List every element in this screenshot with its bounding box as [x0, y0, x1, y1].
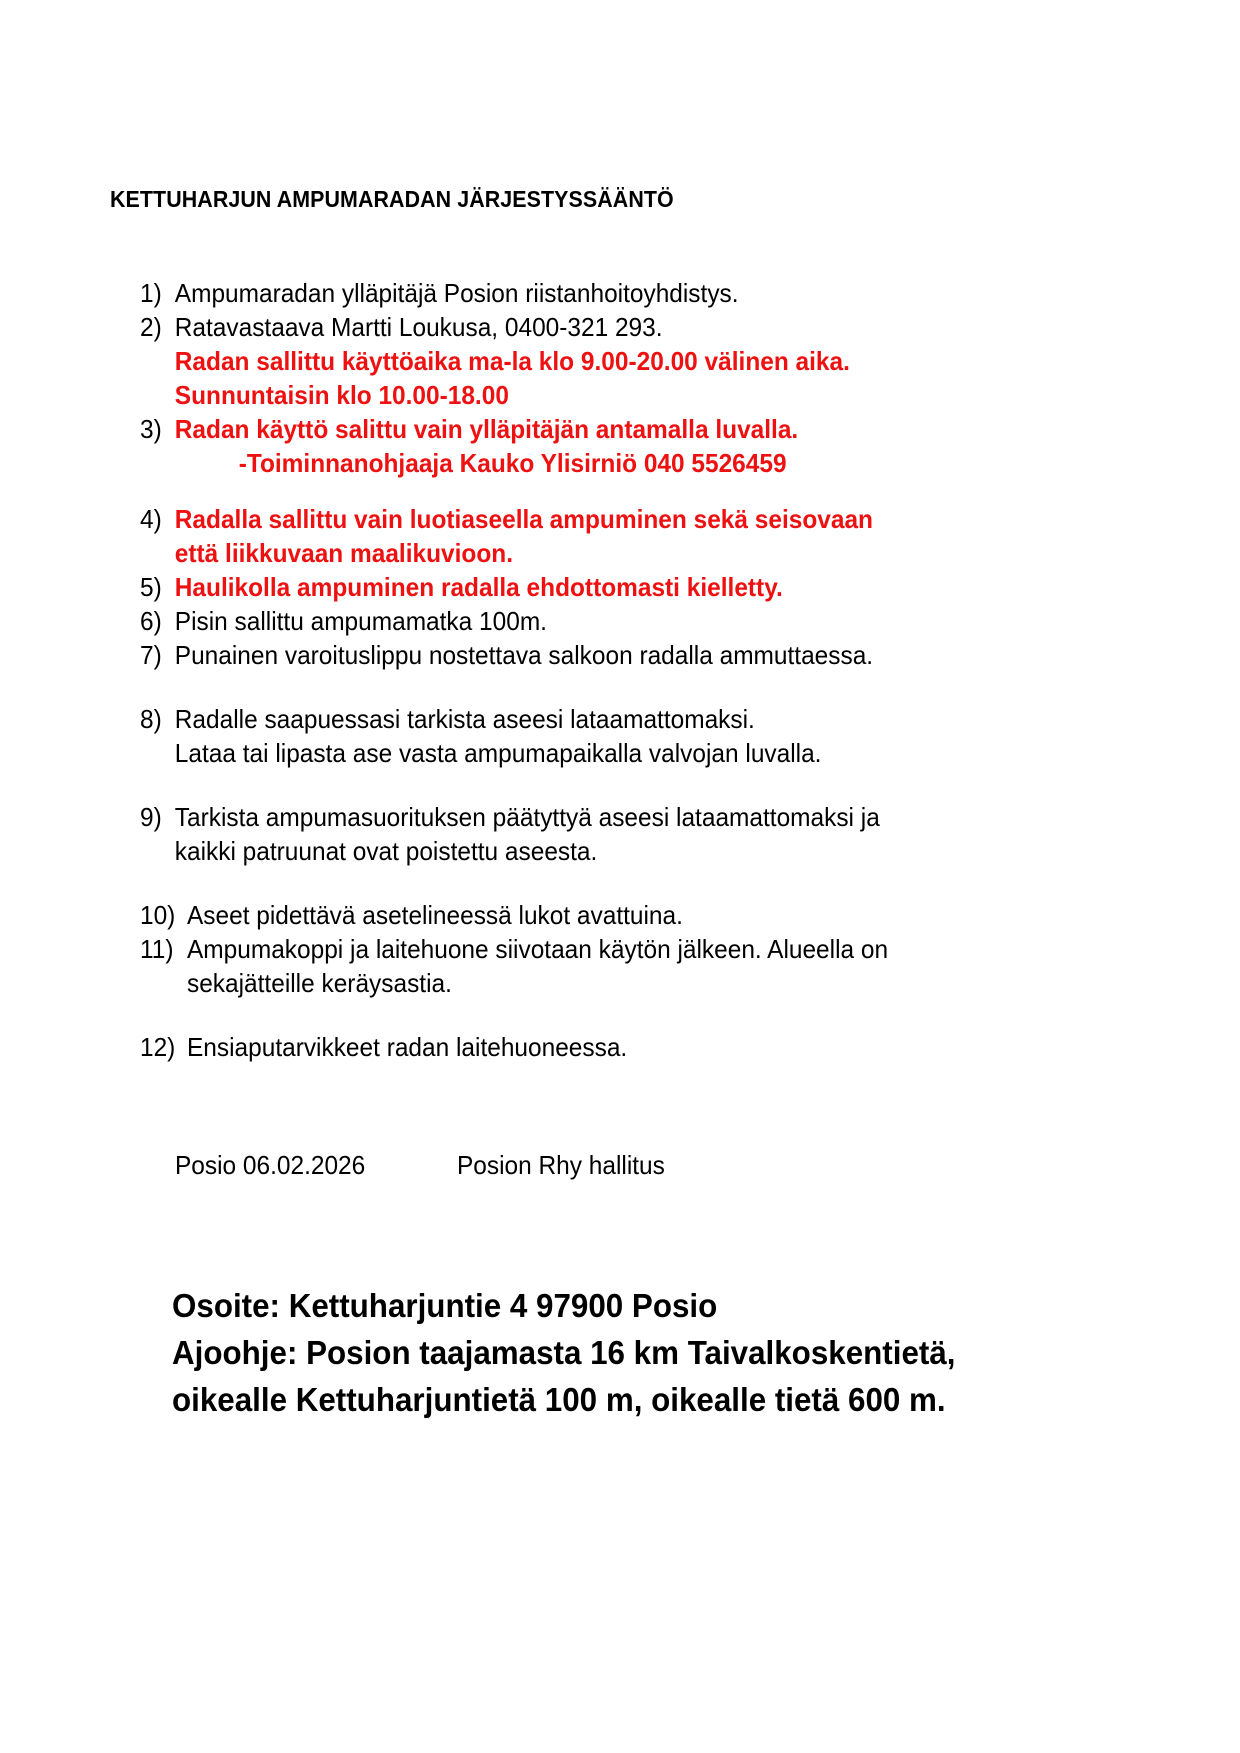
rule-body	[187, 898, 1080, 932]
rule-item-12	[140, 1030, 1080, 1064]
contact-person-line: -Toiminnanohjaaja Kauko Ylisirniö 040 5526459	[238, 448, 787, 478]
rule-item-4	[140, 502, 1080, 570]
rule-line: Punainen varoituslippu nostettava salkoon radalla ammuttaessa.	[174, 640, 874, 670]
rule-body	[175, 800, 1080, 868]
address-street-line: Osoite: Kettuharjuntie 4 97900 Posio	[172, 1287, 718, 1324]
directions-line-2: oikealle Kettuharjuntietä 100 m, oikealle tietä 600 m.	[172, 1381, 946, 1418]
rule-line: Lataa tai lipasta ase vasta ampumapaikalla valvojan luvalla.	[174, 738, 822, 768]
rule-item-8	[140, 702, 1080, 770]
rule-item-2	[140, 310, 1080, 344]
rule-number: 5)	[140, 572, 162, 602]
rule-number: 6)	[140, 606, 162, 636]
rule-item-11	[140, 932, 1080, 1000]
signature-row	[175, 1148, 665, 1182]
rule-body	[175, 502, 1080, 570]
rule-body	[187, 1030, 1080, 1064]
rule-number: 1)	[140, 278, 162, 308]
rule-line: Aseet pidettävä asetelineessä lukot avattuina.	[187, 900, 683, 930]
signature-signer: Posion Rhy hallitus	[457, 1150, 665, 1180]
directions-line-1: Ajoohje: Posion taajamasta 16 km Taivalkoskentietä,	[172, 1334, 956, 1371]
rule-line: Pisin sallittu ampumamatka 100m.	[174, 606, 547, 636]
rule-body	[175, 604, 1080, 638]
rule-line: Radalla sallittu vain luotiaseella ampuminen sekä seisovaan	[174, 504, 873, 534]
rule-line: kaikki patruunat ovat poistettu aseesta.	[174, 836, 598, 866]
rule-item-2-red-note	[140, 344, 1080, 412]
opening-hours-sunday: Sunnuntaisin klo 10.00-18.00	[174, 380, 509, 410]
rules-list	[140, 276, 1140, 1064]
rule-item-5	[140, 570, 1080, 604]
rule-number: 4)	[140, 504, 162, 534]
rule-item-7	[140, 638, 1080, 672]
rule-number: 2)	[140, 312, 162, 342]
rule-line: Radalle saapuessasi tarkista aseesi lataamattomaksi.	[174, 704, 755, 734]
rule-body	[175, 638, 1080, 672]
rule-body	[175, 276, 1080, 310]
rule-line: Ensiaputarvikkeet radan laitehuoneessa.	[187, 1032, 628, 1062]
rule-body	[175, 310, 1080, 344]
rule-item-6	[140, 604, 1080, 638]
rule-line: sekajätteille keräysastia.	[187, 968, 452, 998]
rule-number: 12)	[140, 1032, 176, 1062]
rule-number: 7)	[140, 640, 162, 670]
rule-line: Tarkista ampumasuorituksen päätyttyä aseesi lataamattomaksi ja	[174, 802, 880, 832]
rule-line: Haulikolla ampuminen radalla ehdottomasti kielletty.	[174, 572, 783, 602]
rule-line: Ampumaradan ylläpitäjä Posion riistanhoitoyhdistys.	[174, 278, 739, 308]
rule-number: 9)	[140, 802, 162, 832]
rule-body	[175, 412, 1080, 480]
rule-line: Ratavastaava Martti Loukusa, 0400-321 293.	[174, 312, 663, 342]
opening-hours-weekday: Radan sallittu käyttöaika ma-la klo 9.00-20.00 välinen aika.	[174, 346, 850, 376]
rule-item-9	[140, 800, 1080, 868]
rule-line: Radan käyttö salittu vain ylläpitäjän antamalla luvalla.	[174, 414, 799, 444]
rule-body	[175, 702, 1080, 770]
rule-body	[187, 932, 1080, 1000]
rule-body	[175, 570, 1080, 604]
signature-place-date: Posio 06.02.2026	[175, 1150, 366, 1180]
rule-item-10	[140, 898, 1080, 932]
page-title: KETTUHARJUN AMPUMARADAN JÄRJESTYSSÄÄNTÖ	[110, 186, 674, 212]
rule-item-3	[140, 412, 1080, 480]
rule-line: että liikkuvaan maalikuvioon.	[174, 538, 514, 568]
rule-number: 8)	[140, 704, 162, 734]
rule-number: 10)	[140, 900, 176, 930]
rule-line: Ampumakoppi ja laitehuone siivotaan käytön jälkeen. Alueella on	[187, 934, 889, 964]
rule-item-1	[140, 276, 1080, 310]
rule-number: 11)	[140, 934, 174, 964]
rule-number: 3)	[140, 414, 162, 444]
address-block	[172, 1282, 955, 1423]
